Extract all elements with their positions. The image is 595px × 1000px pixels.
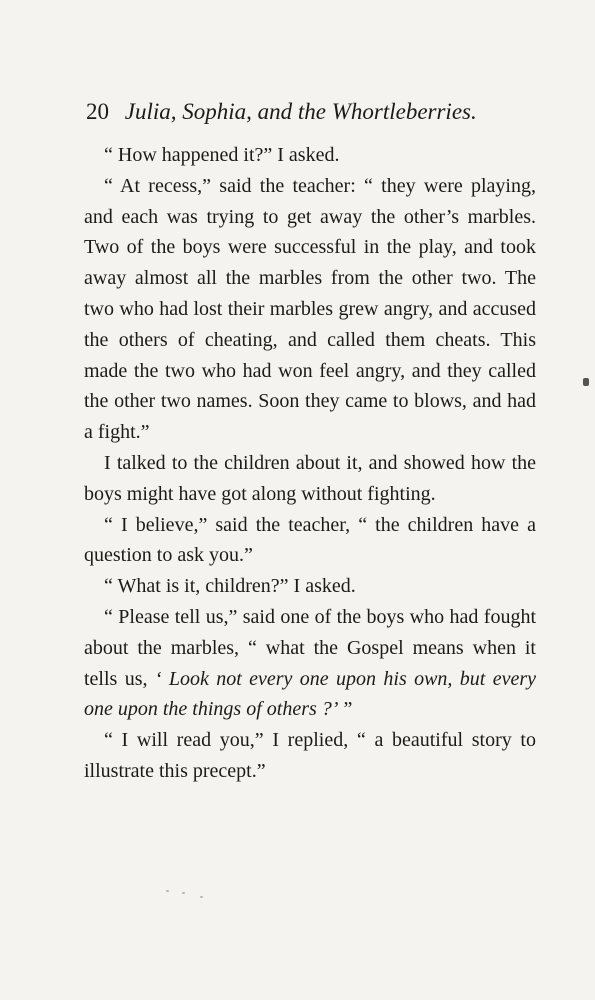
paragraph-1: “ How happened it?” I asked. bbox=[104, 144, 340, 166]
body-text bbox=[84, 140, 536, 787]
page-number: 20 bbox=[86, 99, 109, 124]
paragraph-2: “ At recess,” said the teacher: “ they were playing, and each was trying to get away the other’s marbles. Two of the boys were successful in the play, and took away almost all the marbles from the other two. The two who had lost their marbles grew angry, and accused the others of cheating, and called them cheats. This made the two who had won feel angry, and they called the other two names. Soon they came to blows, and had a fight.” bbox=[84, 174, 536, 444]
paragraph-6 bbox=[84, 602, 536, 725]
paragraph-4: “ I believe,” said the teacher, “ the children have a question to ask you.” bbox=[84, 513, 536, 567]
scripture-quote: ‘ Look not every one upon his own, but every one upon the things of others ?’ bbox=[84, 667, 536, 721]
paragraph-7: “ I will read you,” I replied, “ a beautiful story to illustrate this precept.” bbox=[84, 729, 536, 782]
running-title: Julia, Sophia, and the Whortleberries. bbox=[124, 99, 477, 124]
paragraph-3: I talked to the children about it, and showed how the boys might have got along without fighting. bbox=[84, 451, 536, 505]
bottom-specks bbox=[160, 888, 220, 902]
paragraph-5: “ What is it, children?” I asked. bbox=[104, 575, 356, 598]
running-head bbox=[86, 96, 546, 128]
paragraph-6-lead: “ Please tell us,” said one of the boys who had fought about the marbles, “ what the Gospel means when it tells us, bbox=[84, 605, 536, 690]
paragraph-6-close: ” bbox=[338, 698, 353, 721]
margin-speck bbox=[583, 378, 589, 386]
